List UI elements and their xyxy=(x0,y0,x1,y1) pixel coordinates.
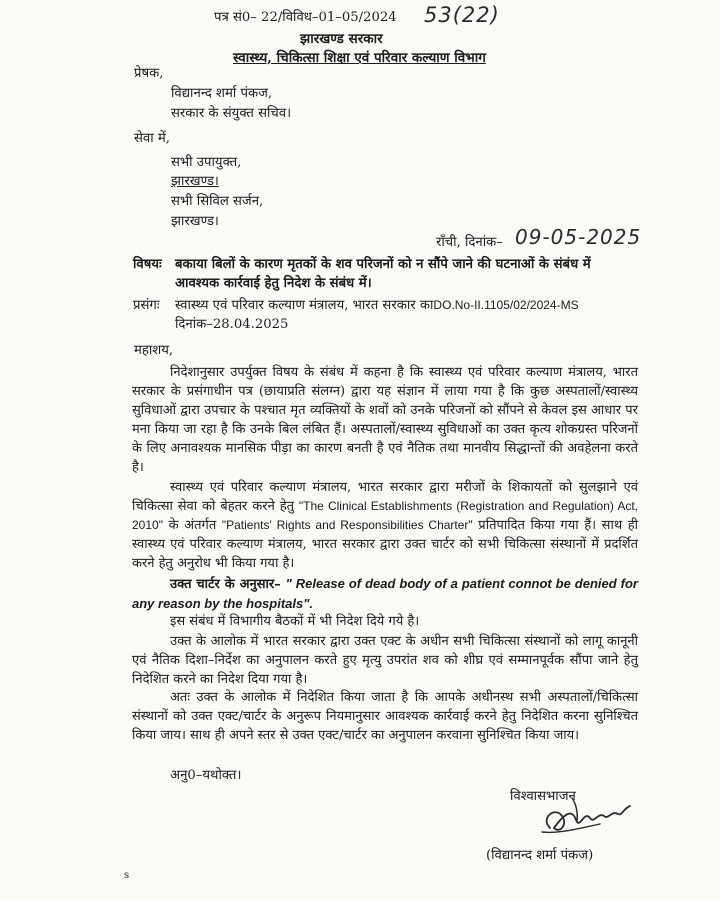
handwritten-date: 09-05-2025 xyxy=(515,225,642,249)
reference-text-hindi: स्वास्थ्य एवं परिवार कल्याण मंत्रालय, भारत सरकार का xyxy=(175,298,434,313)
recipients-label: सेवा में, xyxy=(134,131,170,146)
govt-name: झारखण्ड सरकार xyxy=(300,31,383,47)
subject-line-1: बकाया बिलों के कारण मृतकों के शव परिजनों को न सौंपे जाने की घटनाओं के संबंध में xyxy=(175,257,591,272)
reference-label: प्रसंगः xyxy=(133,298,160,313)
recipient-1-line-2: झारखण्ड। xyxy=(171,174,219,189)
sender-label: प्रेषक, xyxy=(134,66,164,81)
valediction: विश्वासभाजन xyxy=(510,789,576,804)
subject-label: विषयः xyxy=(133,257,162,272)
recipient-2-line-1: सभी सिविल सर्जन, xyxy=(171,194,264,209)
p3-lead: उक्त चार्टर के अनुसार– xyxy=(170,577,286,592)
recipient-1-line-1: सभी उपायुक्त, xyxy=(171,155,242,170)
department-name: स्वास्थ्य, चिकित्सा शिक्षा एवं परिवार कल्याण विभाग xyxy=(233,50,486,66)
signatory-name: (विद्यानन्द शर्मा पंकज) xyxy=(486,848,594,863)
recipient-2-line-2: झारखण्ड। xyxy=(171,214,219,229)
handwritten-signature xyxy=(520,788,640,848)
body-paragraph-3 xyxy=(132,574,638,614)
p3-charter-quote: " Release of dead body of a patient connot be denied for any reason by the hospitals". xyxy=(132,576,638,611)
body-paragraph-6: अतः उक्त के आलोक में निदेशित किया जाता है कि आपके अधीनस्थ सभी अस्पतालों/चिकित्सा संस्थानों को उक्त एक्ट/चार्टर के अनुरूप नियमानुसार आवश्यक कार्रवाई करने हेतु निदेशित करना सुनिश्चित किया जाय। साथ ही अपने स्तर से उक्त एक्ट/चार्टर का अनुपालन करवाना सुनिश्चित किया जाय। xyxy=(132,690,638,743)
body-paragraph-4: इस संबंध में विभागीय बैठकों में भी निदेश दिये गये है। xyxy=(170,614,420,629)
p2-text-c: प्रतिपादित किया गया हैं। साथ ही स्वास्थ्य एवं परिवार कल्याण मंत्रालय, भारत सरकार द्वारा उक्त चार्टर को सभी चिकित्सा संस्थानों में प्रदर्शित करने हेतु अनुरोध भी किया गया है। xyxy=(132,518,639,571)
reference-line-1 xyxy=(175,296,579,315)
salutation: महाशय, xyxy=(134,343,174,358)
body-paragraph-1: निदेशानुसार उपर्युक्त विषय के संबंध में कहना है कि स्वास्थ्य एवं परिवार कल्याण मंत्रालय, भारत सरकार के प्रसंगाधीन पत्र (छायाप्रति संलग्न) द्वारा यह संज्ञान में लाया गया है कि कुछ अस्पतालों/स्वास्थ्य सुविधाओं द्वारा उपचार के पश्चात मृत व्यक्तियों के शवों को उनके परिजनों को सौंपने से केवल इस आधार पर मना किया जा रहा है कि उनके बिल लंबित हैं। अस्पतालों/स्वास्थ्य सुविधाओं का उक्त कृत्य शोकग्रस्त परिजनों के लिए अनावश्यक मानसिक पीड़ा का कारण बनती है एवं नैतिक तथा मानवीय सिद्धान्तों की अवहेलना करते है। xyxy=(132,365,638,475)
p2-text-b: के अंतर्गत xyxy=(162,518,222,533)
enclosure-note: अनु0–यथोक्त। xyxy=(170,768,242,783)
handwritten-number: 53(22) xyxy=(424,3,500,27)
body-paragraph-5: उक्त के आलोक में भारत सरकार द्वारा उक्त एक्ट के अधीन सभी चिकित्सा संस्थानों को लागू कानूनी एवं नैतिक दिशा–निर्देश का अनुपालन करते हुए मृत्यु उपरांत शव को शीघ्र एवं सम्मानपूर्वक सौंपा जाने हेतु निदेशित करने का निदेश दिया गया है। xyxy=(132,634,638,687)
subject-line-2: आवश्यक कार्रवाई हेतु निदेश के संबंध में। xyxy=(175,276,372,291)
reference-do-number: DO.No-II.1105/02/2024-MS xyxy=(433,298,579,312)
p2-charter-name: "Patients' Rights and Responsibilities Charter" xyxy=(221,518,473,532)
date-label: राँची, दिनांक– xyxy=(436,235,503,250)
footer-mark: s xyxy=(124,870,130,881)
p2-text-a: स्वास्थ्य एवं परिवार कल्याण मंत्रालय, भारत सरकार द्वारा मरीजों के शिकायतों को सुलझाने एवं चिकित्सा सेवा को बेहतर करने हेतु xyxy=(132,480,638,514)
reference-date: दिनांक–28.04.2025 xyxy=(175,317,289,332)
body-paragraph-2 xyxy=(132,478,638,573)
p2-act-name: "The Clinical Establishments (Registration and Regulation) Act, 2010" xyxy=(132,499,638,532)
letter-number: पत्र सं0– 22/विविध–01–05/2024 xyxy=(214,10,397,25)
sender-name: विद्यानन्द शर्मा पंकज, xyxy=(171,86,273,101)
sender-designation: सरकार के संयुक्त सचिव। xyxy=(171,106,292,121)
